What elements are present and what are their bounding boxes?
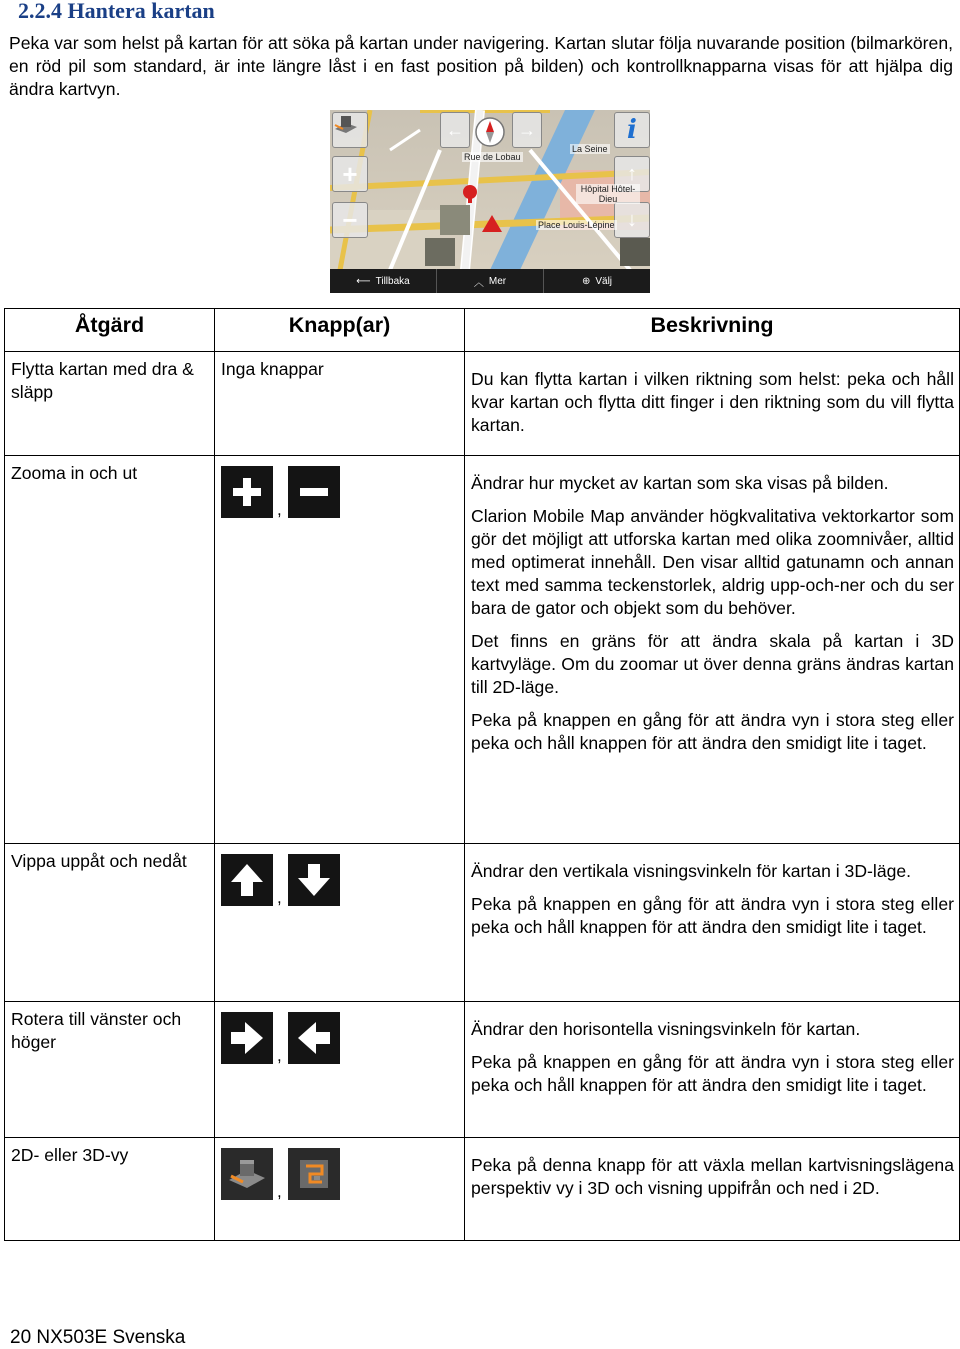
map-rotate-left-button[interactable]	[440, 112, 470, 148]
arrow-right-icon: →	[518, 119, 536, 140]
map-bottom-bar	[330, 269, 650, 293]
description-cell	[465, 1002, 959, 1097]
map-zoom-in-button[interactable]	[332, 156, 368, 192]
arrow-down-icon: ↓	[627, 208, 637, 231]
description-paragraph: Ändrar den vertikala visningsvinkeln för kartan i 3D-läge.	[471, 861, 912, 881]
buttons-cell	[215, 1138, 464, 1200]
plus-icon: +	[342, 158, 358, 189]
info-icon: i	[627, 115, 637, 145]
table-row	[5, 844, 960, 1002]
buttons-cell	[215, 456, 464, 518]
separator: ,	[277, 500, 282, 519]
action-cell: Zooma in och ut	[11, 463, 138, 483]
separator: ,	[277, 1182, 282, 1201]
map-screenshot	[330, 110, 650, 293]
view-3d-icon	[333, 113, 359, 135]
action-cell: Flytta kartan med dra & släpp	[11, 359, 194, 402]
column-header: Åtgärd	[5, 309, 215, 352]
description-paragraph: Peka på knappen en gång för att ändra vyn i stora steg eller peka och håll knappen för att ändra den smidigt lite i taget.	[471, 710, 954, 753]
map-view-mode-button[interactable]	[332, 112, 368, 148]
description-paragraph: Clarion Mobile Map använder högkvalitativa vektorkartor som gör det möjligt att utforska kartan med olika zoomnivåer, alltid med optimerat innehåll. Den visar alltid gatunamn och annan text med samma teckenstorlek, aldrig upp-och-ner och du ser bara de gator och objekt som du behöver.	[471, 506, 954, 618]
select-label: Välj	[595, 275, 613, 287]
rotate-right-icon	[221, 1012, 273, 1064]
separator: ,	[277, 888, 282, 907]
zoom-in-icon	[221, 466, 273, 518]
description-paragraph: Du kan flytta kartan i vilken riktning som helst: peka och håll kvar kartan och flytta ditt finger i den riktning som du vill flytta kartan.	[471, 369, 954, 435]
action-cell: Rotera till vänster och höger	[11, 1009, 182, 1052]
more-label: Mer	[488, 275, 507, 287]
back-label: Tillbaka	[375, 275, 410, 287]
poi-label: Hôpital Hôtel-Dieu	[576, 184, 640, 204]
controls-table	[4, 308, 960, 1241]
back-button[interactable]	[330, 269, 437, 293]
table-row	[5, 1138, 960, 1241]
table-row	[5, 456, 960, 844]
street-label: Place Louis-Lépine	[538, 220, 615, 230]
buttons-cell	[215, 844, 464, 906]
street-label: La Seine	[572, 144, 608, 154]
intro-paragraph: Peka var som helst på kartan för att söka på kartan under navigering. Kartan slutar följa nuvarande position (bilmarkören, en röd pil som standard, är inte längre låst i en fast position på bilden) och kontrollknapparna visas för att hjälpa dig ändra kartvyn.	[9, 33, 953, 99]
description-cell	[465, 1138, 959, 1200]
table-row	[5, 352, 960, 456]
map-zoom-out-button[interactable]	[332, 202, 368, 238]
chevron-up-icon: ︿	[473, 277, 484, 289]
arrow-up-icon: ↑	[627, 162, 637, 185]
tilt-up-icon	[221, 854, 273, 906]
description-paragraph: Peka på knappen en gång för att ändra vyn i stora steg eller peka och håll knappen för att ändra den smidigt lite i taget.	[471, 1052, 954, 1095]
tilt-down-icon	[288, 854, 340, 906]
description-paragraph: Peka på denna knapp för att växla mellan kartvisningslägena perspektiv vy i 3D och visning uppifrån och ned i 2D.	[471, 1155, 954, 1198]
separator: ,	[277, 1046, 282, 1065]
view-3d-icon	[221, 1148, 273, 1200]
select-button[interactable]	[544, 269, 650, 293]
table-header-row	[5, 309, 960, 352]
description-cell	[465, 456, 959, 755]
crosshair-icon: ⊕	[581, 275, 591, 287]
description-paragraph: Peka på knappen en gång för att ändra vyn i stora steg eller peka och håll knappen för att ändra den smidigt lite i taget.	[471, 894, 954, 937]
page-footer: 20 NX503E Svenska	[10, 1327, 186, 1348]
table-row	[5, 1002, 960, 1138]
buttons-cell: Inga knappar	[221, 359, 324, 379]
action-cell: Vippa uppåt och nedåt	[11, 851, 187, 871]
section-title: 2.2.4 Hantera kartan	[18, 0, 215, 23]
more-button[interactable]	[437, 269, 544, 293]
street-label: Rue de Lobau	[464, 152, 521, 162]
arrow-left-icon: ←	[446, 119, 464, 140]
description-cell	[465, 352, 959, 437]
map-tilt-down-button[interactable]	[614, 202, 650, 238]
map-info-button[interactable]	[614, 112, 650, 148]
description-cell	[465, 844, 959, 939]
column-header: Knapp(ar)	[215, 309, 465, 352]
description-paragraph: Ändrar hur mycket av kartan som ska visas på bilden.	[471, 473, 889, 493]
column-header: Beskrivning	[465, 309, 960, 352]
action-cell: 2D- eller 3D-vy	[11, 1145, 129, 1165]
view-2d-icon	[288, 1148, 340, 1200]
zoom-out-icon	[288, 466, 340, 518]
description-paragraph: Det finns en gräns för att ändra skala på kartan i 3D kartvyläge. Om du zoomar ut över denna gräns ändras kartan till 2D-läge.	[471, 631, 954, 697]
rotate-left-icon	[288, 1012, 340, 1064]
back-arrow-icon: ⟵	[356, 275, 371, 287]
buttons-cell	[215, 1002, 464, 1064]
description-paragraph: Ändrar den horisontella visningsvinkeln för kartan.	[471, 1019, 861, 1039]
map-rotate-right-button[interactable]	[512, 112, 542, 148]
minus-icon: −	[342, 204, 358, 235]
